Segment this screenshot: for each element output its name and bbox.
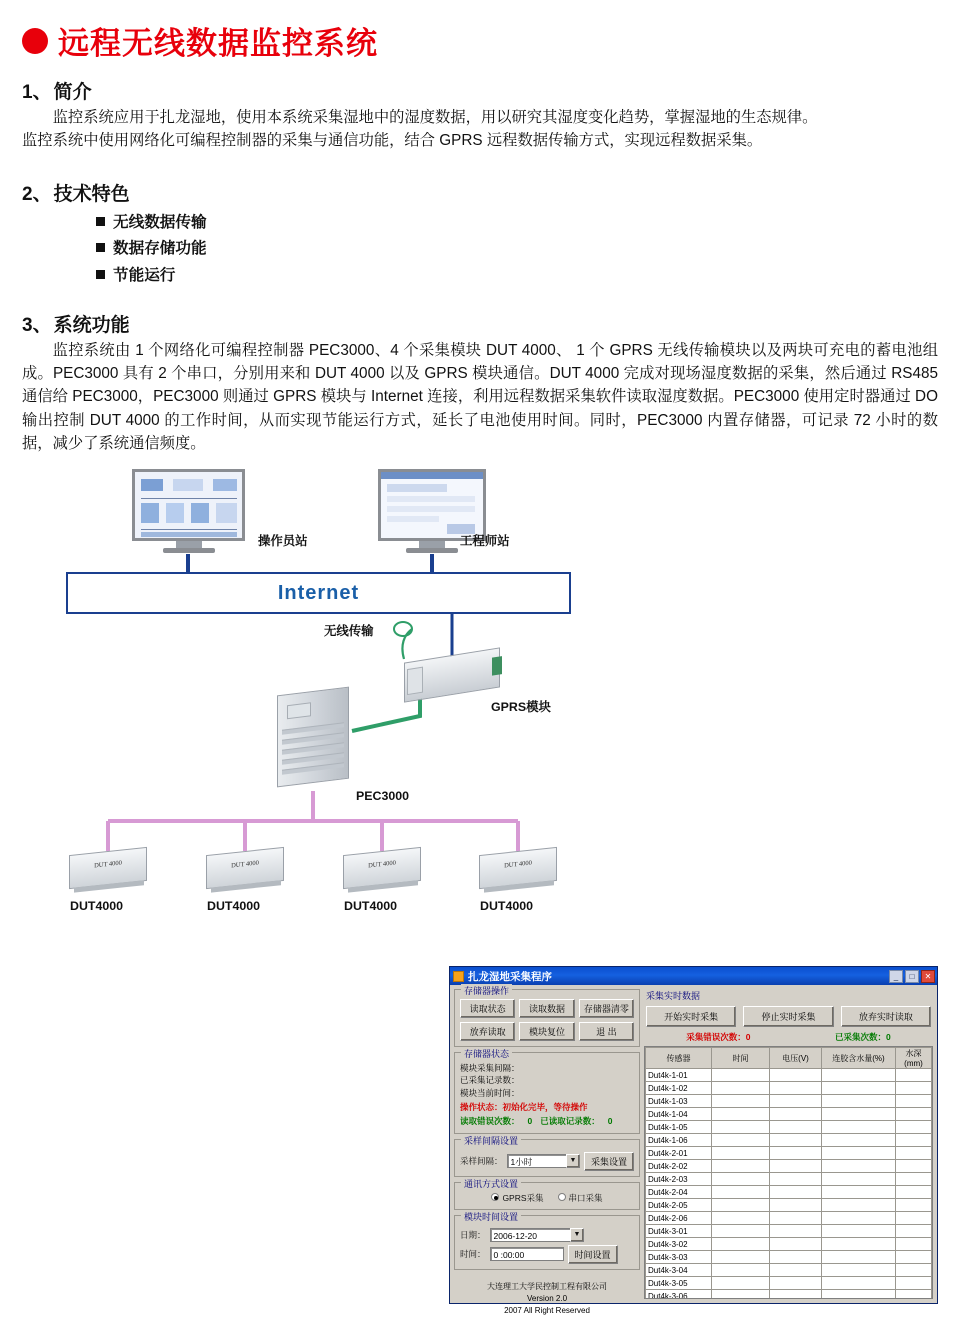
radio-gprs[interactable]: [491, 1192, 543, 1204]
section-3-paragraph-1: 监控系统由 1 个网络化可编程控制器 PEC3000、4 个采集模块 DUT 4000、 1 个 GPRS 无线传输模块以及两块可充电的蓄电池组成。PEC3000 具有 2 个串口，分别用来和 DUT 4000 以及 GPRS 模块通信。DUT 4000 完成对现场湿度数据的采集，然后通过 RS485 通信给 PEC3000，PEC3000 则通过 GPRS 模块与 Internet 连接，利用远程数据采集软件读取湿度数据。PEC3000 使用定时器通过 DO 输出控制 DUT 4000 的工作时间，从而实现节能运行方式，延长了电池使用时间。同时，PEC3000 内置存储器，可记录 72 小时的数据，减少了系统通信频度。: [22, 341, 938, 452]
time-value[interactable]: 0 :00:00: [490, 1247, 564, 1261]
realtime-data-table: [645, 1047, 932, 1299]
table-row[interactable]: [646, 1277, 932, 1290]
table-header-row: [646, 1048, 932, 1069]
sensor-id: Dut4k-1-02: [646, 1082, 712, 1095]
dut-face-label: DUT 4000: [368, 859, 396, 870]
abort-read-button[interactable]: 放弃读取: [460, 1022, 515, 1041]
table-row[interactable]: [646, 1069, 932, 1082]
read-error-count-label: 读取错误次数：: [460, 1116, 520, 1127]
section-2-number: 2、: [22, 183, 52, 205]
chevron-down-icon[interactable]: ▼: [570, 1228, 584, 1242]
sensor-id: Dut4k-1-05: [646, 1121, 712, 1134]
footer-company: 大连理工大学民控制工程有限公司: [487, 1281, 607, 1291]
table-row[interactable]: [646, 1082, 932, 1095]
minimize-button[interactable]: _: [889, 970, 903, 983]
section-1-number: 1、: [22, 82, 52, 103]
acquisition-software-window: [449, 966, 938, 1315]
feature-label: 数据存储功能: [113, 240, 207, 258]
table-row[interactable]: [646, 1212, 932, 1225]
sensor-id: Dut4k-1-03: [646, 1095, 712, 1108]
sensor-id: Dut4k-3-04: [646, 1264, 712, 1277]
monitor-base: [163, 548, 215, 553]
col-time: 时间: [712, 1048, 770, 1069]
footer-version: Version 2.0: [526, 1293, 568, 1303]
monitor-screen: [132, 469, 245, 541]
sensor-id: Dut4k-2-02: [646, 1160, 712, 1173]
clear-storage-button[interactable]: 存储器清零: [579, 999, 634, 1018]
time-row: [460, 1245, 634, 1264]
read-error-count-value: 0: [527, 1116, 533, 1127]
sampling-interval-label: 采样间隔：: [460, 1156, 503, 1167]
section-3-heading: [22, 310, 938, 337]
list-item: [96, 210, 938, 237]
section-1-heading: [22, 77, 938, 104]
feature-label: 无线数据传输: [113, 213, 207, 231]
collect-error-label: 采集错误次数：: [686, 1032, 746, 1042]
status-line-records: 已采集记录数：: [460, 1075, 520, 1086]
sensor-id: Dut4k-3-05: [646, 1277, 712, 1290]
apply-sampling-button[interactable]: 采集设置: [584, 1152, 634, 1171]
feature-list: [56, 210, 938, 290]
table-row[interactable]: [646, 1264, 932, 1277]
wireless-transmission-label: 无线传输: [324, 624, 374, 639]
gprs-face-panel: [407, 667, 423, 696]
sampling-interval-row: [460, 1152, 634, 1171]
date-value[interactable]: 2006-12-20: [490, 1228, 570, 1242]
col-sensor: 传感器: [646, 1048, 712, 1069]
sensor-id: Dut4k-2-06: [646, 1212, 712, 1225]
gprs-connector: [492, 656, 502, 676]
section-3-title: 系统功能: [53, 314, 130, 336]
start-realtime-button[interactable]: 开始实时采集: [646, 1006, 736, 1027]
col-water-depth: 水深(mm): [896, 1048, 932, 1069]
dut4000-label-3: DUT4000: [344, 899, 398, 914]
dut-face-label: DUT 4000: [231, 859, 259, 870]
window-titlebar: [450, 967, 937, 985]
sensor-id: Dut4k-1-04: [646, 1108, 712, 1121]
table-row[interactable]: [646, 1108, 932, 1121]
read-status-button[interactable]: 读取状态: [460, 999, 515, 1018]
close-button[interactable]: ✕: [921, 970, 935, 983]
section-1-title: 简介: [53, 82, 92, 103]
dut4000-label-1: DUT4000: [70, 899, 124, 914]
window-body: [450, 985, 937, 1315]
read-data-button[interactable]: 读取数据: [519, 999, 574, 1018]
module-time-caption: 模块时间设置: [461, 1210, 521, 1223]
communication-mode-group: [454, 1178, 640, 1210]
table-row[interactable]: [646, 1251, 932, 1264]
stop-realtime-button[interactable]: 停止实时采集: [743, 1006, 833, 1027]
table-row[interactable]: [646, 1290, 932, 1300]
collect-count-value: 0: [886, 1032, 891, 1042]
list-item: [96, 236, 938, 263]
table-row[interactable]: [646, 1199, 932, 1212]
table-row[interactable]: [646, 1173, 932, 1186]
system-architecture-diagram: [22, 469, 938, 939]
collect-count-counter: [835, 1031, 891, 1043]
internet-label: Internet: [277, 581, 360, 604]
app-icon: [453, 971, 464, 982]
status-line-interval: 模块采集间隔：: [460, 1063, 520, 1073]
app-footer: [454, 1281, 640, 1317]
pec3000-label: PEC3000: [356, 789, 410, 804]
operation-state-value: 初始化完毕，等待操作: [502, 1101, 588, 1112]
sensor-id: Dut4k-2-03: [646, 1173, 712, 1186]
col-voltage: 电压(V): [770, 1048, 822, 1069]
abort-realtime-button[interactable]: 放弃实时读取: [841, 1006, 931, 1027]
table-row[interactable]: [646, 1134, 932, 1147]
storage-status-group: [454, 1049, 640, 1134]
maximize-button[interactable]: □: [905, 970, 919, 983]
sensor-id: Dut4k-3-01: [646, 1225, 712, 1238]
dut4000-label-2: DUT4000: [207, 899, 261, 914]
gprs-module-label: GPRS模块: [491, 700, 551, 715]
title-bullet-icon: [22, 28, 48, 54]
read-counters-row: [460, 1115, 634, 1127]
sampling-interval-combo[interactable]: [507, 1154, 580, 1168]
bullet-square-icon: [96, 243, 105, 252]
communication-mode-radios: [460, 1192, 634, 1204]
bullet-square-icon: [96, 270, 105, 279]
date-label: 日期：: [460, 1229, 486, 1240]
sensor-id: Dut4k-1-06: [646, 1134, 712, 1147]
sensor-id: Dut4k-3-02: [646, 1238, 712, 1251]
table-row[interactable]: [646, 1147, 932, 1160]
sensor-id: Dut4k-3-03: [646, 1251, 712, 1264]
table-row[interactable]: [646, 1095, 932, 1108]
section-1-paragraph-2: 监控系统中使用网络化可编程控制器的采集与通信功能，结合 GPRS 远程数据传输方式，实现远程数据采集。: [22, 132, 763, 150]
window-title: 扎龙湿地采集程序: [468, 970, 552, 983]
radio-gprs-icon[interactable]: [491, 1193, 499, 1201]
exit-button[interactable]: 退 出: [579, 1022, 634, 1041]
radio-gprs-label: GPRS采集: [502, 1192, 544, 1203]
dut4000-device-2: [206, 847, 284, 889]
col-moisture: 连胶含水量(%): [822, 1048, 896, 1069]
internet-cloud-band: [66, 572, 571, 614]
dut4000-device-3: [343, 847, 421, 889]
monitor-content: [135, 472, 242, 538]
dut4000-label-4: DUT4000: [480, 899, 534, 914]
bullet-square-icon: [96, 217, 105, 226]
sensor-id: Dut4k-3-06: [646, 1290, 712, 1300]
radio-serial-label: 串口采集: [568, 1192, 603, 1203]
sampling-interval-group: [454, 1135, 640, 1177]
date-combo[interactable]: [490, 1228, 584, 1242]
realtime-counters: [644, 1031, 933, 1046]
realtime-actions: [644, 1004, 933, 1031]
storage-op-row-2: [460, 1022, 634, 1041]
collect-count-label: 已采集次数：: [835, 1032, 887, 1042]
table-row[interactable]: [646, 1238, 932, 1251]
pec-display: [287, 702, 311, 719]
window-controls: [889, 970, 935, 983]
table-row[interactable]: [646, 1160, 932, 1173]
time-label: 时间：: [460, 1249, 486, 1260]
page-title: [22, 18, 938, 63]
operation-state-label: 操作状态：: [460, 1101, 503, 1112]
chevron-down-icon[interactable]: ▼: [566, 1154, 580, 1168]
collect-error-counter: [686, 1031, 750, 1043]
sensor-id: Dut4k-1-01: [646, 1069, 712, 1082]
realtime-panel: [644, 989, 933, 1299]
records-read-value: 0: [607, 1116, 613, 1127]
left-panel: [454, 986, 640, 1315]
monitor-stand: [419, 541, 445, 548]
table-row[interactable]: [646, 1225, 932, 1238]
pec3000-device: [277, 687, 349, 788]
table-row[interactable]: [646, 1186, 932, 1199]
sampling-interval-value[interactable]: 1小时: [507, 1154, 566, 1168]
section-2-heading: [22, 179, 938, 206]
realtime-table-wrapper[interactable]: [644, 1046, 933, 1299]
section-2-title: 技术特色: [53, 183, 130, 205]
date-row: [460, 1228, 634, 1242]
storage-status-caption: 存储器状态: [461, 1047, 512, 1060]
title-text: 远程无线数据监控系统: [58, 26, 378, 61]
sampling-interval-caption: 采样间隔设置: [461, 1134, 521, 1147]
realtime-caption: 采集实时数据: [646, 991, 701, 1001]
sensor-id: Dut4k-2-01: [646, 1147, 712, 1160]
monitor-base: [406, 548, 458, 553]
monitor-stand: [176, 541, 202, 548]
feature-label: 节能运行: [113, 267, 176, 285]
radio-serial-icon[interactable]: [558, 1193, 566, 1201]
module-reset-button[interactable]: 模块复位: [519, 1022, 574, 1041]
monitor-content: [381, 472, 483, 538]
sensor-id: Dut4k-2-05: [646, 1199, 712, 1212]
status-line-module-time: 模块当前时间：: [460, 1087, 520, 1098]
storage-operations-group: [454, 986, 640, 1047]
module-time-group: [454, 1211, 640, 1270]
section-3-number: 3、: [22, 314, 52, 336]
storage-operations-caption: 存储器操作: [461, 984, 512, 997]
operator-station-label: 操作员站: [258, 534, 308, 549]
dut4000-device-4: [479, 847, 557, 889]
operator-station-monitor: [132, 469, 245, 553]
operation-state-row: [460, 1101, 634, 1113]
footer-rights: 2007 All Right Reserved: [504, 1305, 590, 1315]
engineer-station-label: 工程师站: [460, 534, 510, 549]
sensor-id: Dut4k-2-04: [646, 1186, 712, 1199]
collect-error-value: 0: [745, 1032, 751, 1042]
dut4000-device-1: [69, 847, 147, 889]
list-item: [96, 263, 938, 290]
section-1-paragraph-1: 监控系统应用于扎龙湿地，使用本系统采集湿地中的湿度数据，用以研究其湿度变化趋势，掌握湿地的生态规律。: [52, 109, 818, 126]
storage-op-row-1: [460, 999, 634, 1018]
table-body: [646, 1069, 932, 1300]
table-row[interactable]: [646, 1121, 932, 1134]
communication-mode-caption: 通讯方式设置: [461, 1177, 521, 1190]
apply-time-button[interactable]: 时间设置: [568, 1245, 618, 1264]
dut-face-label: DUT 4000: [504, 859, 532, 870]
records-read-label: 已读取记录数：: [540, 1116, 600, 1127]
dut-face-label: DUT 4000: [94, 859, 122, 870]
radio-serial[interactable]: [558, 1192, 603, 1204]
